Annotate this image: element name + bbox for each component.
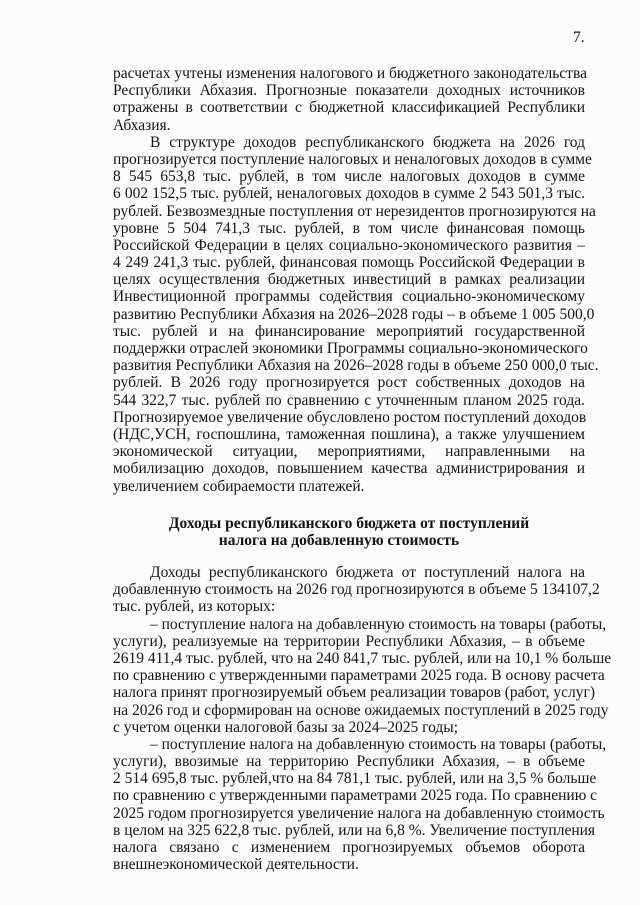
text-line: услуги), реализуемые на территории Республики Абхазия, – в объеме — [113, 632, 585, 650]
text-line: налога принят прогнозируемый объем реализации товаров (работ, услуг) — [113, 684, 595, 702]
section-heading-line-1: Доходы республиканского бюджета от поступлений — [168, 515, 530, 532]
text-line: Инвестиционной программы содействия социально-экономическому — [113, 288, 585, 306]
text-line: в целом на 325 622,8 тыс. рублей, или на 6,8 %. Увеличение поступления — [113, 821, 596, 839]
text-line: 8 545 653,8 тыс. рублей, в том числе налоговых доходов в сумме — [113, 168, 585, 186]
text-line: 2619 411,4 тыс. рублей, что на 240 841,7 тыс. рублей, или на 10,1 % больше — [113, 649, 612, 667]
body-text-bottom — [113, 564, 612, 874]
text-line: по сравнению с утвержденными параметрами 2025 года. По сравнению с — [113, 787, 598, 805]
text-line: увеличением собираемости платежей. — [113, 477, 365, 495]
text-line: развитию Республики Абхазия на 2026–2028 годы – в объеме 1 005 500,0 — [113, 305, 595, 323]
text-line: целях осуществления бюджетных инвестиций в рамках реализации — [113, 271, 585, 289]
paragraph — [113, 735, 607, 874]
text-line: уровне 5 504 741,3 тыс. рублей, в том числе финансовая помощь — [113, 219, 585, 237]
text-line: налога связано с изменением прогнозируемых объемов оборота — [113, 839, 585, 856]
paragraph — [113, 65, 585, 134]
text-line: Прогнозируемое увеличение обусловлено ростом поступлений доходов — [113, 408, 587, 426]
text-line: Российской Федерации в целях социально-экономического развития – — [113, 236, 585, 254]
body-text-top — [113, 65, 599, 495]
text-line: Республики Абхазия. Прогнозные показатели доходных источников — [113, 82, 585, 100]
text-line: расчетах учтены изменения налогового и бюджетного законодательства — [113, 65, 587, 82]
text-line: (НДС,УСН, госпошлина, таможенная пошлина), а также улучшением — [113, 425, 585, 443]
paragraph — [113, 615, 612, 736]
text-line: развития Республики Абхазия на 2026–2028 годы в объеме 250 000,0 тыс. — [113, 357, 599, 375]
text-line: услуги), ввозимые на территорию Республики Абхазия, – в объеме — [113, 753, 585, 771]
text-line: мобилизацию доходов, повышением качества администрирования и — [113, 460, 585, 478]
text-line: рублей. Безвозмездные поступления от нерезидентов прогнозируются на — [113, 202, 596, 220]
text-line: по сравнению с утвержденными параметрами 2025 года. В основу расчета — [113, 667, 605, 685]
text-line: В структуре доходов республиканского бюджета на 2026 год — [150, 133, 585, 151]
text-line: 2 514 695,8 тыс. рублей,что на 84 781,1 тыс. рублей, или на 3,5 % больше — [113, 770, 597, 788]
section-heading — [113, 515, 585, 549]
page-number: 7. — [573, 29, 585, 46]
text-line: – поступление налога на добавленную стоимость на товары (работы, — [150, 615, 607, 633]
paragraph — [113, 133, 599, 495]
text-line: Доходы республиканского бюджета от поступлений налога на — [150, 564, 585, 581]
text-line: тыс. рублей, из которых: — [113, 598, 276, 616]
text-line: 6 002 152,5 тыс. рублей, неналоговых доходов в сумме 2 543 501,3 тыс. — [113, 185, 585, 203]
text-line: 4 249 241,3 тыс. рублей, финансовая помощь Российской Федерации в — [113, 254, 585, 272]
text-line: 2025 годом прогнозируется увеличение налога на добавленную стоимость — [113, 804, 605, 822]
text-line: поддержки отраслей экономики Программы социально-экономического — [113, 340, 588, 357]
text-line: 544 322,7 тыс. рублей по сравнению с уточненным планом 2025 года. — [113, 391, 585, 409]
text-line: внешнеэкономической деятельности. — [113, 856, 359, 874]
text-line: экономической ситуации, мероприятиями, направленными на — [113, 443, 585, 461]
text-line: – поступление налога на добавленную стоимость на товары (работы, — [150, 735, 607, 753]
text-line: добавленную стоимость на 2026 год прогнозируются в объеме 5 134107,2 — [113, 581, 600, 599]
text-line: с учетом оценки налоговой базы за 2024–2025 годы; — [113, 718, 459, 736]
text-line: рублей. В 2026 году прогнозируется рост собственных доходов на — [113, 374, 585, 392]
paragraph — [113, 564, 600, 616]
text-line: тыс. рублей и на финансирование мероприятий государственной — [113, 322, 585, 340]
text-line: отражены в соответствии с бюджетной классификацией Республики — [113, 99, 585, 117]
text-line: Абхазия. — [113, 116, 171, 134]
text-line: прогнозируется поступление налоговых и неналоговых доходов в сумме — [113, 150, 592, 168]
section-heading-line-2: налога на добавленную стоимость — [218, 532, 460, 550]
text-line: на 2026 год и сформирован на основе ожидаемых поступлений в 2025 году — [113, 701, 609, 719]
